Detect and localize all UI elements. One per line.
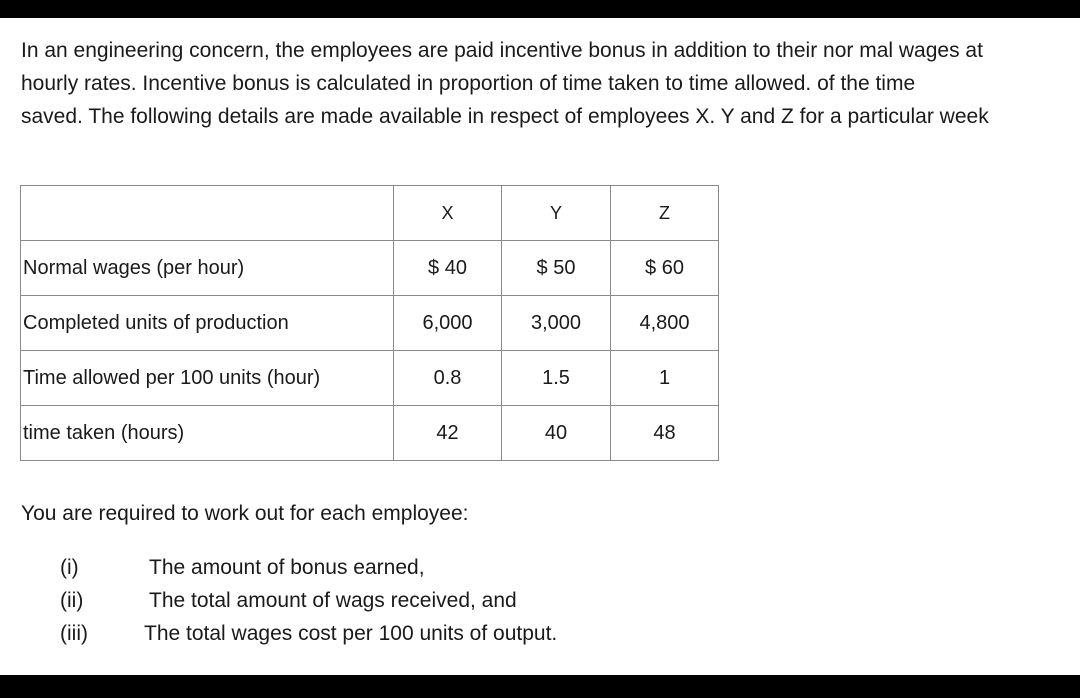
top-border-bar xyxy=(0,0,1080,18)
cell-y: 3,000 xyxy=(502,296,611,351)
cell-z: $ 60 xyxy=(611,241,719,296)
cell-y: 1.5 xyxy=(502,351,611,406)
item-number: (ii) xyxy=(60,589,84,612)
row-label: time taken (hours) xyxy=(21,406,394,461)
cell-y: 40 xyxy=(502,406,611,461)
item-text: The total wages cost per 100 units of output. xyxy=(144,622,558,645)
question-prompt: You are required to work out for each employee: xyxy=(21,502,469,525)
row-label: Completed units of production xyxy=(21,296,394,351)
table-row xyxy=(21,296,719,351)
item-text: The amount of bonus earned, xyxy=(149,556,425,579)
row-label: Normal wages (per hour) xyxy=(21,241,394,296)
table-row xyxy=(21,406,719,461)
header-cell-y: Y xyxy=(502,186,611,241)
header-cell-blank xyxy=(21,186,394,241)
cell-y: $ 50 xyxy=(502,241,611,296)
header-cell-x: X xyxy=(394,186,502,241)
table-row xyxy=(21,351,719,406)
cell-x: 6,000 xyxy=(394,296,502,351)
bottom-border-bar xyxy=(0,675,1080,698)
intro-line: In an engineering concern, the employees are paid incentive bonus in addition to their nor mal wages at xyxy=(21,39,983,62)
intro-line: hourly rates. Incentive bonus is calculated in proportion of time taken to time allowed. of the time xyxy=(21,72,916,95)
cell-x: 42 xyxy=(394,406,502,461)
row-label: Time allowed per 100 units (hour) xyxy=(21,351,394,406)
employee-details-table xyxy=(20,185,719,461)
intro-paragraph xyxy=(21,34,1077,133)
cell-z: 48 xyxy=(611,406,719,461)
question-item xyxy=(60,551,660,584)
cell-z: 4,800 xyxy=(611,296,719,351)
intro-line: saved. The following details are made available in respect of employees X. Y and Z for a particular week xyxy=(21,105,989,128)
cell-x: 0.8 xyxy=(394,351,502,406)
item-number: (iii) xyxy=(60,622,88,645)
item-text: The total amount of wags received, and xyxy=(149,589,517,612)
cell-x: $ 40 xyxy=(394,241,502,296)
table-header-row xyxy=(21,186,719,241)
header-cell-z: Z xyxy=(611,186,719,241)
item-number: (i) xyxy=(60,556,79,579)
question-item xyxy=(60,617,660,650)
question-item xyxy=(60,584,660,617)
cell-z: 1 xyxy=(611,351,719,406)
table-row xyxy=(21,241,719,296)
